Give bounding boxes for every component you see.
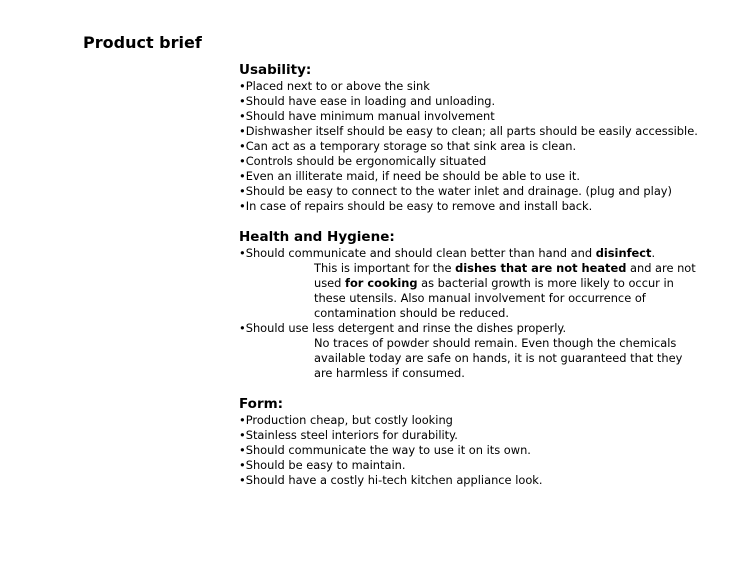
item-emphasis: disinfect	[595, 246, 652, 260]
usability-section	[239, 61, 744, 214]
note-emphasis: dishes that are not heated	[455, 261, 627, 275]
list-item: •Should have a costly hi-tech kitchen appliance look.	[239, 473, 543, 487]
note-line: available today are safe on hands, it is not guaranteed that they	[314, 351, 683, 365]
note-emphasis: for cooking	[345, 276, 418, 290]
list-item	[239, 246, 744, 261]
list-item: •Should be easy to connect to the water inlet and drainage. (plug and play)	[239, 184, 672, 198]
section-spacer	[239, 381, 744, 395]
list-item: •Stainless steel interiors for durability.	[239, 428, 458, 442]
list-item: •Should use less detergent and rinse the dishes properly.	[239, 321, 567, 335]
list-item: •Should be easy to maintain.	[239, 458, 406, 472]
note-line: these utensils. Also manual involvement for occurrence of	[314, 291, 646, 305]
health-hygiene-section	[239, 228, 744, 381]
list-item: •Can act as a temporary storage so that sink area is clean.	[239, 139, 577, 153]
note-text: This is important for the	[314, 261, 456, 275]
note-line: are harmless if consumed.	[314, 366, 465, 380]
list-item: •Placed next to or above the sink	[239, 79, 430, 93]
hygiene-note-2	[239, 336, 682, 381]
item-text: •Should communicate and should clean better than hand and	[239, 246, 596, 260]
list-item: •Should communicate the way to use it on its own.	[239, 443, 531, 457]
note-text: and are not	[626, 261, 696, 275]
note-line	[314, 261, 696, 276]
item-text: .	[651, 246, 656, 260]
note-line: contamination should be reduced.	[314, 306, 510, 320]
list-item: •Controls should be ergonomically situated	[239, 154, 487, 168]
usability-heading: Usability:	[239, 62, 312, 78]
form-section	[239, 395, 744, 488]
health-hygiene-heading: Health and Hygiene:	[239, 229, 395, 245]
form-heading: Form:	[239, 396, 284, 412]
section-spacer	[239, 214, 744, 228]
note-text: as bacterial growth is more likely to occur in	[417, 276, 674, 290]
note-text: used	[314, 276, 346, 290]
list-item: •Even an illiterate maid, if need be should be able to use it.	[239, 169, 580, 183]
list-item: •Dishwasher itself should be easy to clean; all parts should be easily accessible.	[239, 124, 698, 138]
note-line	[314, 276, 682, 291]
note-line: No traces of powder should remain. Even though the chemicals	[314, 336, 677, 350]
hygiene-note-1	[239, 261, 696, 321]
list-item: •In case of repairs should be easy to remove and install back.	[239, 199, 593, 213]
list-item: •Should have ease in loading and unloading.	[239, 94, 496, 108]
page-title: Product brief	[83, 33, 202, 52]
list-item: •Should have minimum manual involvement	[239, 109, 495, 123]
brief-content	[239, 61, 744, 488]
list-item: •Production cheap, but costly looking	[239, 413, 453, 427]
